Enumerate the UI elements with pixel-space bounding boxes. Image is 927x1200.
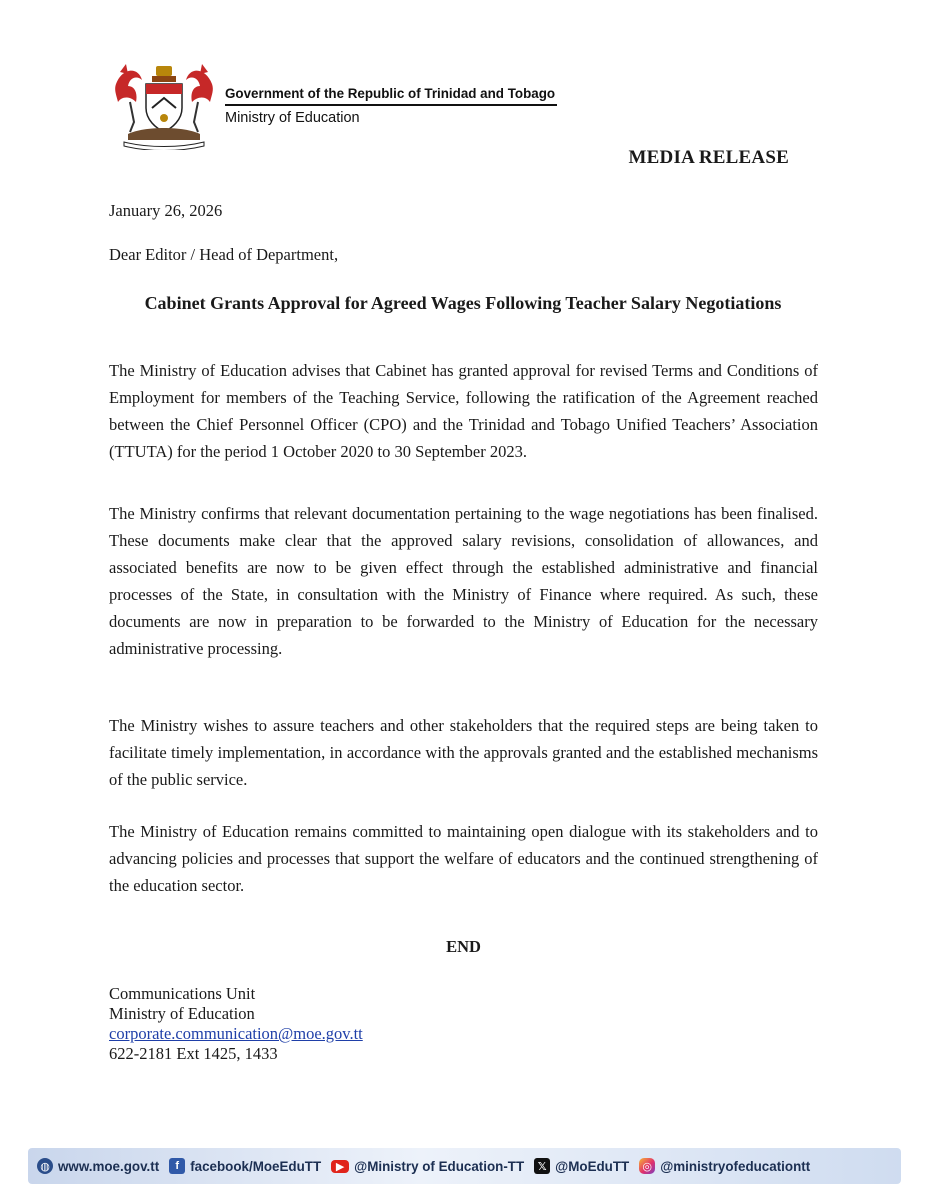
coat-of-arms-icon	[108, 62, 220, 150]
ministry-name: Ministry of Education	[225, 110, 360, 126]
contact-phone: 622-2181 Ext 1425, 1433	[109, 1044, 278, 1063]
footer-x-text: @MoEduTT	[555, 1158, 630, 1174]
government-name: Government of the Republic of Trinidad and Tobago	[225, 86, 557, 106]
globe-icon: ◍	[37, 1158, 53, 1174]
footer-facebook-text: facebook/MoeEduTT	[190, 1158, 322, 1174]
contact-block	[109, 984, 363, 1064]
media-release-label: MEDIA RELEASE	[628, 147, 789, 168]
youtube-icon: ▶	[331, 1160, 349, 1173]
headline: Cabinet Grants Approval for Agreed Wages Following Teacher Salary Negotiations	[144, 293, 782, 313]
paragraph-1: The Ministry of Education advises that Cabinet has granted approval for revised Terms and Conditions of Employment for members of the Teaching Service, following the ratification of the Agreement reached between the Chief Personnel Officer (CPO) and the Trinidad and Tobago Unified Teachers’ Association (TTUTA) for the period 1 October 2020 to 30 September 2023.	[109, 361, 818, 461]
instagram-icon: ◎	[639, 1158, 655, 1174]
end-mark: END	[446, 937, 481, 956]
release-date: January 26, 2026	[109, 201, 223, 220]
footer-x-link[interactable]	[534, 1158, 629, 1174]
footer-social-bar	[28, 1148, 901, 1184]
paragraph-2: The Ministry confirms that relevant documentation pertaining to the wage negotiations has been finalised. These documents make clear that the approved salary revisions, consolidation of allowances, and associated benefits are now to be given effect through the established administrative and financial processes of the State, in consultation with the Ministry of Finance where required. As such, these documents are now in preparation to be forwarded to the Ministry of Education for the necessary administrative processing.	[109, 504, 818, 658]
contact-email-link[interactable]: corporate.communication@moe.gov.tt	[109, 1024, 363, 1043]
footer-instagram-link[interactable]	[639, 1158, 810, 1174]
paragraph-4: The Ministry of Education remains committed to maintaining open dialogue with its stakeholders and to advancing policies and processes that support the welfare of educators and the continued strengthening of the education sector.	[109, 822, 818, 895]
contact-ministry: Ministry of Education	[109, 1004, 255, 1023]
letterhead	[225, 86, 557, 126]
paragraph-3: The Ministry wishes to assure teachers and other stakeholders that the required steps are being taken to facilitate timely implementation, in accordance with the approvals granted and the established mechanisms of the public service.	[109, 716, 818, 789]
x-icon: 𝕏	[534, 1158, 550, 1174]
footer-website-text: www.moe.gov.tt	[58, 1158, 160, 1174]
footer-facebook-link[interactable]	[169, 1158, 321, 1174]
facebook-icon: f	[169, 1158, 185, 1174]
salutation: Dear Editor / Head of Department,	[109, 245, 339, 264]
contact-unit: Communications Unit	[109, 984, 256, 1003]
footer-youtube-link[interactable]	[331, 1159, 524, 1174]
footer-website-link[interactable]	[37, 1158, 159, 1174]
footer-youtube-text: @Ministry of Education-TT	[354, 1158, 525, 1174]
footer-instagram-text: @ministryofeducationtt	[660, 1158, 811, 1174]
